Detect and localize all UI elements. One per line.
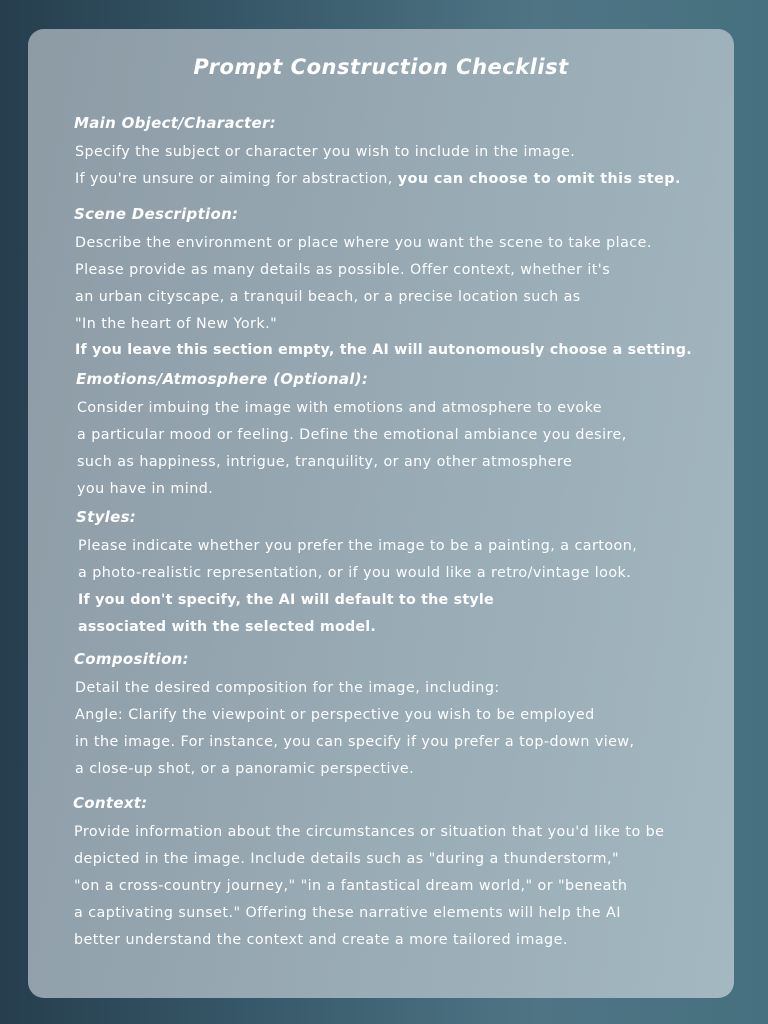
checklist-card xyxy=(28,29,734,998)
section-line: Detail the desired composition for the image, including: xyxy=(75,680,500,696)
section-line: an urban cityscape, a tranquil beach, or a precise location such as xyxy=(75,289,581,305)
section-line: "In the heart of New York." xyxy=(75,316,278,332)
section-line: Please provide as many details as possible. Offer context, whether it's xyxy=(75,262,611,278)
section-heading-scene-description: Scene Description: xyxy=(74,205,239,223)
section-line: Specify the subject or character you wish to include in the image. xyxy=(75,144,576,160)
section-line: Please indicate whether you prefer the image to be a painting, a cartoon, xyxy=(78,538,638,554)
section-line: better understand the context and create a more tailored image. xyxy=(74,932,568,948)
section-line: Describe the environment or place where you want the scene to take place. xyxy=(75,235,652,251)
section-line-bold: you can choose to omit this step. xyxy=(397,171,681,187)
section-line: depicted in the image. Include details such as "during a thunderstorm," xyxy=(74,851,620,867)
section-line-text: If you're unsure or aiming for abstraction, xyxy=(75,171,398,187)
section-heading-composition: Composition: xyxy=(74,650,189,668)
section-line: "on a cross-country journey," "in a fantastical dream world," or "beneath xyxy=(74,878,628,894)
section-line: Consider imbuing the image with emotions and atmosphere to evoke xyxy=(77,400,603,416)
section-line: a particular mood or feeling. Define the emotional ambiance you desire, xyxy=(77,427,627,443)
section-heading-styles: Styles: xyxy=(76,508,137,526)
page-title: Prompt Construction Checklist xyxy=(193,55,569,79)
section-line: Provide information about the circumstances or situation that you'd like to be xyxy=(74,824,665,840)
section-line: you have in mind. xyxy=(77,481,214,497)
section-heading-context: Context: xyxy=(73,794,148,812)
section-line: a captivating sunset." Offering these narrative elements will help the AI xyxy=(74,905,621,921)
section-heading-emotions: Emotions/Atmosphere (Optional): xyxy=(76,370,369,388)
section-bold-line: associated with the selected model. xyxy=(78,619,377,635)
section-heading-main-object: Main Object/Character: xyxy=(74,114,276,132)
section-bold-line: If you leave this section empty, the AI will autonomously choose a setting. xyxy=(75,342,692,358)
section-line: a close-up shot, or a panoramic perspective. xyxy=(75,761,415,777)
section-line: such as happiness, intrigue, tranquility, or any other atmosphere xyxy=(77,454,573,470)
section-bold-line: If you don't specify, the AI will default to the style xyxy=(78,592,494,608)
section-line: in the image. For instance, you can specify if you prefer a top-down view, xyxy=(75,734,635,750)
section-line: a photo-realistic representation, or if you would like a retro/vintage look. xyxy=(78,565,632,581)
section-line: Angle: Clarify the viewpoint or perspective you wish to be employed xyxy=(75,707,595,723)
section-line xyxy=(75,171,681,187)
